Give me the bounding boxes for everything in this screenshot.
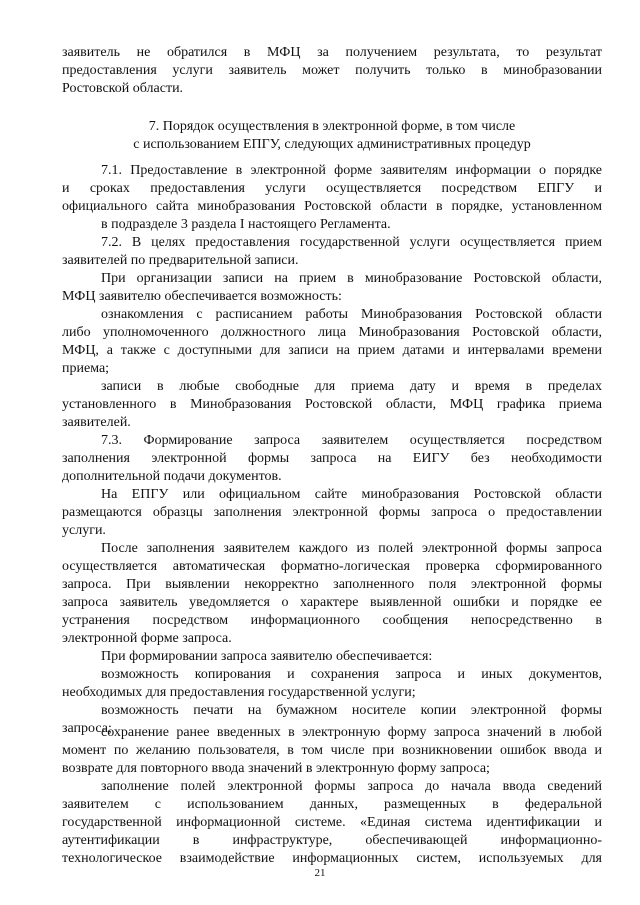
body-line: запроса. При выявлении некорректно заполненного поля электронной формы xyxy=(62,577,602,592)
body-line: возможность печати на бумажном носителе копии электронной формы xyxy=(101,703,602,718)
body-line: дополнительной подачи документов. xyxy=(62,469,282,484)
body-line: установленного в Минобразования Ростовской области, МФЦ графика приема xyxy=(62,397,602,412)
body-line: возврате для повторного ввода значений в электронную форму запроса; xyxy=(62,761,490,776)
body-line: возможность копирования и сохранения запроса и иных документов, xyxy=(101,667,602,682)
body-line: сохранение ранее введенных в электронную форму запроса значений в любой xyxy=(101,725,602,740)
body-line: необходимых для предоставления государственной услуги; xyxy=(62,685,416,700)
body-line: заполнение полей электронной формы запроса до начала ввода сведений xyxy=(101,779,602,794)
body-line: На ЕПГУ или официальном сайте минобразования Ростовской области xyxy=(101,487,602,502)
body-line: При формировании запроса заявителю обеспечивается: xyxy=(101,649,433,664)
body-line: и сроках предоставления услуги осуществляется посредством ЕПГУ и xyxy=(62,181,602,196)
body-line: либо уполномоченного должностного лица Минобразования Ростовской области, xyxy=(62,325,602,340)
body-line: заявителей по предварительной записи. xyxy=(62,253,299,268)
body-line: электронной форме запроса. xyxy=(62,631,232,646)
section-heading-line: с использованием ЕПГУ, следующих административных процедур xyxy=(133,137,531,152)
intro-line: предоставления услуги заявитель может получить только в минобразовании xyxy=(62,63,602,78)
body-line: записи в любые свободные для приема дату и время в пределах xyxy=(101,379,602,394)
body-line: запроса заявитель уведомляется о характере выявленной ошибки и порядке ее xyxy=(62,595,602,610)
body-line: государственной информационной системе. «Единая система идентификации и xyxy=(62,815,602,830)
body-line: МФЦ, а также с доступными для записи на прием датами и интервалами времени xyxy=(62,343,602,358)
body-line: аутентификации в инфраструктуре, обеспечивающей информационно- xyxy=(62,833,602,848)
body-line: устранения посредством информационного сообщения непосредственно в xyxy=(62,613,602,628)
body-line: осуществляется автоматическая форматно-логическая проверка сформированного xyxy=(62,559,602,574)
body-line: официального сайта минобразования Ростовской области в порядке, установленном xyxy=(62,199,602,214)
body-line: размещаются образцы заполнения электронной формы запроса о предоставлении xyxy=(62,505,602,520)
body-line: заявителем с использованием данных, размещенных в федеральной xyxy=(62,797,602,812)
body-line: в подразделе 3 раздела I настоящего Регламента. xyxy=(101,217,391,232)
body-line: технологическое взаимодействие информационных систем, используемых для xyxy=(62,851,602,866)
body-line: 7.1. Предоставление в электронной форме заявителям информации о порядке xyxy=(101,163,602,178)
page-number: 21 xyxy=(314,867,326,879)
body-line: 7.3. Формирование запроса заявителем осуществляется посредством xyxy=(101,433,602,448)
body-line: МФЦ заявителю обеспечивается возможность: xyxy=(62,289,342,304)
intro-line: Ростовской области. xyxy=(62,81,184,96)
body-line: момент по желанию пользователя, в том числе при возникновении ошибок ввода и xyxy=(62,743,602,758)
body-line: приема; xyxy=(62,361,110,376)
body-line: 7.2. В целях предоставления государственной услуги осуществляется прием xyxy=(101,235,602,250)
body-line: услуги. xyxy=(62,523,106,538)
body-line: заявителей. xyxy=(62,415,131,430)
intro-line: заявитель не обратился в МФЦ за получением результата, то результат xyxy=(62,45,602,60)
body-line: запроса; xyxy=(62,721,112,736)
section-heading-line: 7. Порядок осуществления в электронной форме, в том числе xyxy=(148,119,516,134)
body-line: ознакомления с расписанием работы Минобразования Ростовской области xyxy=(101,307,602,322)
body-line: После заполнения заявителем каждого из полей электронной формы запроса xyxy=(101,541,602,556)
body-line: При организации записи на прием в минобразование Ростовской области, xyxy=(101,271,602,286)
body-line: заполнения электронной формы запроса на ЕИГУ без необходимости xyxy=(62,451,602,466)
